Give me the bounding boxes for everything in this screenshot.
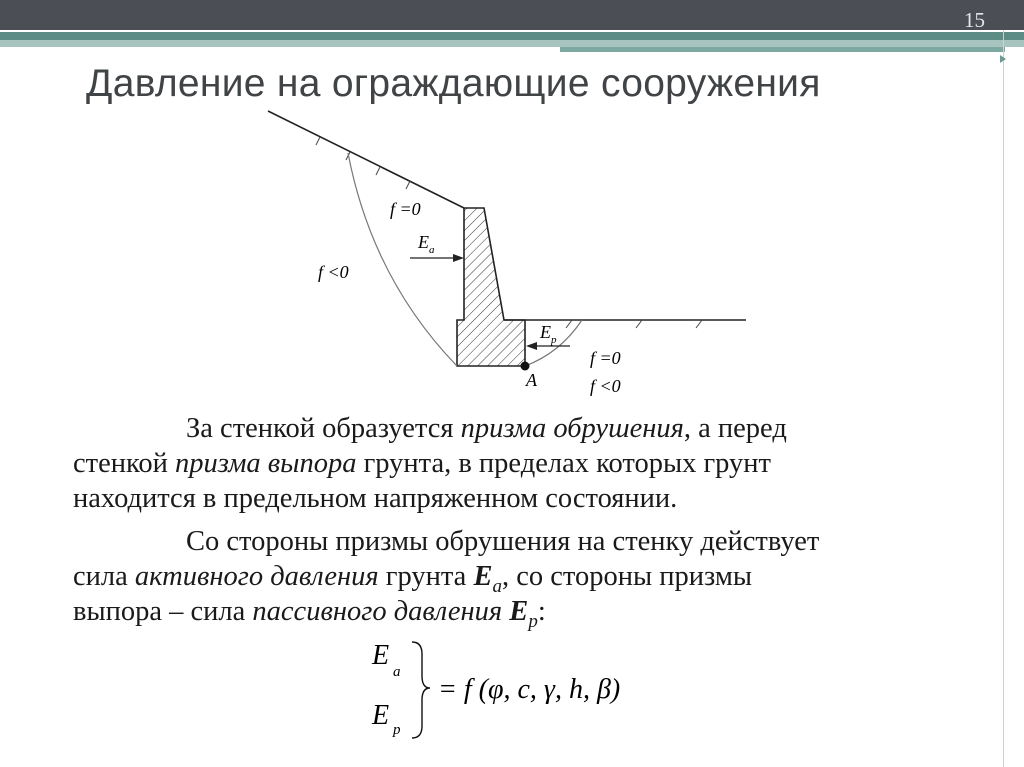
text-run: сила [73,561,135,592]
paragraph-2-line-1: Со стороны призмы обрушения на стенку действует [186,526,820,557]
wall-body [457,208,525,366]
label-point-a: A [526,370,537,390]
text-run: , со стороны призмы [501,561,753,592]
label-ea-sub: a [429,244,435,256]
text-run: стенкой [73,448,176,479]
ground-ticks [566,320,702,328]
formula-e-top-sub: a [393,664,401,680]
text-run: грунта, в пределах которых грунт [356,448,771,479]
term-passive-pressure: пассивного давления [252,596,503,627]
term-collapse-prism: призма обрушения [460,413,684,444]
text-run: грунта [378,561,474,592]
label-f-lt0-right: f <0 [590,376,621,396]
slide-title: Давление на ограждающие сооружения [86,62,821,105]
paragraph-1-line-1 [186,411,1024,446]
header-stripe [0,32,1024,40]
symbol-e: E [473,561,493,592]
corner-marker-icon [1000,55,1006,63]
formula-e-top: E [372,640,390,671]
text-run: выпора – сила [73,596,253,627]
term-active-pressure: активного давления [134,561,379,592]
text-run: , а перед [683,413,787,444]
slope-surface [268,111,464,208]
formula-e-bottom-sub: p [393,722,401,738]
text-run: : [537,596,546,627]
formula-rhs: = f (φ, c, γ, h, β) [438,674,621,705]
symbol-subscript: p [528,611,538,632]
formula-e-bottom: E [372,700,390,731]
retaining-wall-diagram [260,108,760,408]
term-heave-prism: призма выпора [175,448,357,479]
label-ea: E [418,232,429,252]
right-border-line [1003,30,1004,767]
paragraph-2-line-3 [73,594,953,632]
symbol-e: E [502,596,529,627]
paragraph-1-line-2 [73,446,953,481]
label-f-lt0-left: f <0 [318,262,349,282]
pressure-formula [360,636,680,746]
slope-ticks [316,137,410,189]
label-f-eq0-right: f =0 [590,348,621,368]
slide-number: 15 [964,8,985,32]
header-stripe-accent [560,47,1005,52]
text-run: За стенкой образуется [186,413,461,444]
symbol-subscript: a [492,576,502,597]
paragraph-1-line-3: находится в предельном напряженном состоянии. [73,483,678,514]
label-ep: E [540,322,551,342]
label-ep-sub: p [551,334,557,346]
header-stripe-light [0,40,1024,47]
paragraph-2-line-2 [73,559,953,597]
active-slip-curve [348,153,457,366]
formula-brace [412,642,430,738]
label-f-eq0-top: f =0 [390,199,421,219]
header-bar [0,0,1024,30]
